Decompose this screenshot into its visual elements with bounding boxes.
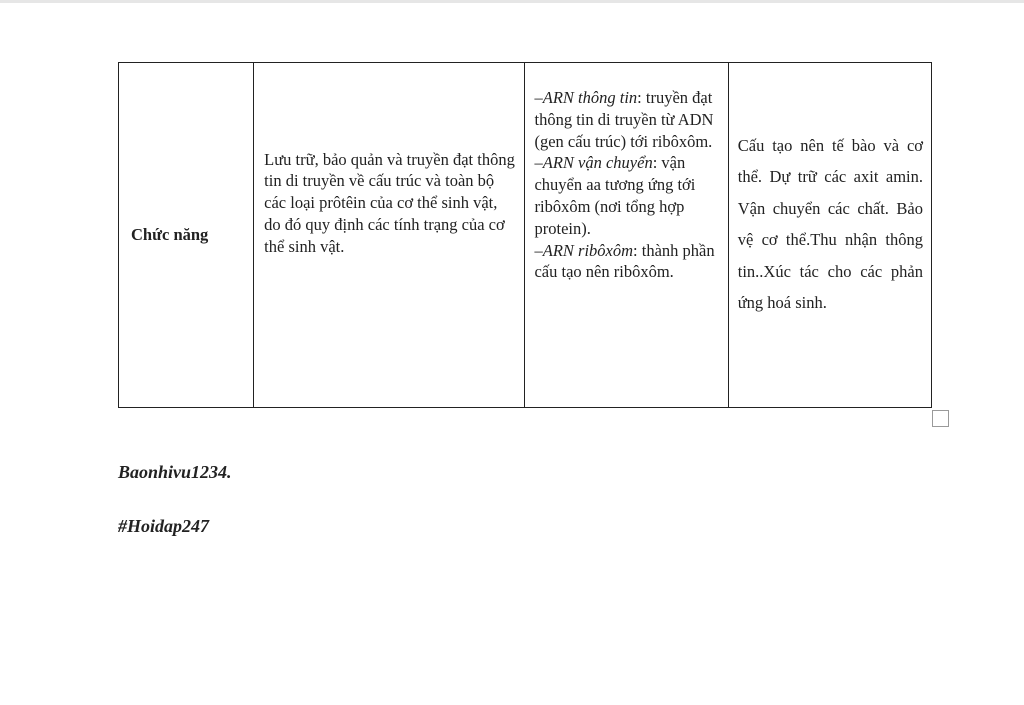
arn-item-trna: –ARN vận chuyển: vận chuyển aa tương ứng tới ribôxôm (nơi tổng hợp protein). [534, 153, 696, 238]
hashtag-signature: #Hoidap247 [118, 516, 210, 536]
arn-term: ARN thông tin [542, 88, 638, 107]
arn-item-rrna: –ARN ribôxôm: thành phần cấu tạo nên ribôxôm. [534, 240, 715, 282]
row-label-cell [119, 63, 254, 408]
row-label: Chức năng [131, 225, 209, 245]
protein-function-text: Cấu tạo nên tế bào và cơ thể. Dự trữ các axit amin. Vận chuyển các chất. Bảo vệ cơ thể.Thu nhận thông tin..Xúc tác cho các phản ứng hoá sinh. [737, 135, 923, 312]
top-border [0, 0, 1024, 3]
arn-desc: : truyền đạt thông tin di truyền từ ADN (gen cấu trúc) tới ribôxôm. [534, 88, 714, 151]
arn-function-cell [525, 63, 728, 408]
table-resize-handle[interactable] [932, 410, 949, 427]
arn-term: ARN ribôxôm [542, 240, 634, 260]
adn-function-text: Lưu trữ, bảo quản và truyền đạt thông tin di truyền về cấu trúc và toàn bộ các loại prôtêin của cơ thể sinh vật, do đó quy định các tính trạng của cơ thể sinh vật. [264, 149, 515, 256]
table-row [119, 63, 932, 408]
arn-function-list [534, 87, 719, 283]
author-signature: Baonhivu1234. [118, 462, 232, 482]
function-table [118, 62, 932, 408]
arn-desc: : vận chuyển aa tương ứng tới ribôxôm (nơi tổng hợp protein). [534, 153, 696, 238]
arn-term: ARN vận chuyển [542, 153, 653, 173]
arn-item-mrna: –ARN thông tin: truyền đạt thông tin di truyền từ ADN (gen cấu trúc) tới ribôxôm. [534, 88, 714, 151]
adn-function-cell [254, 63, 525, 408]
arn-desc: : thành phần cấu tạo nên ribôxôm. [534, 240, 715, 282]
protein-function-cell [728, 63, 931, 408]
